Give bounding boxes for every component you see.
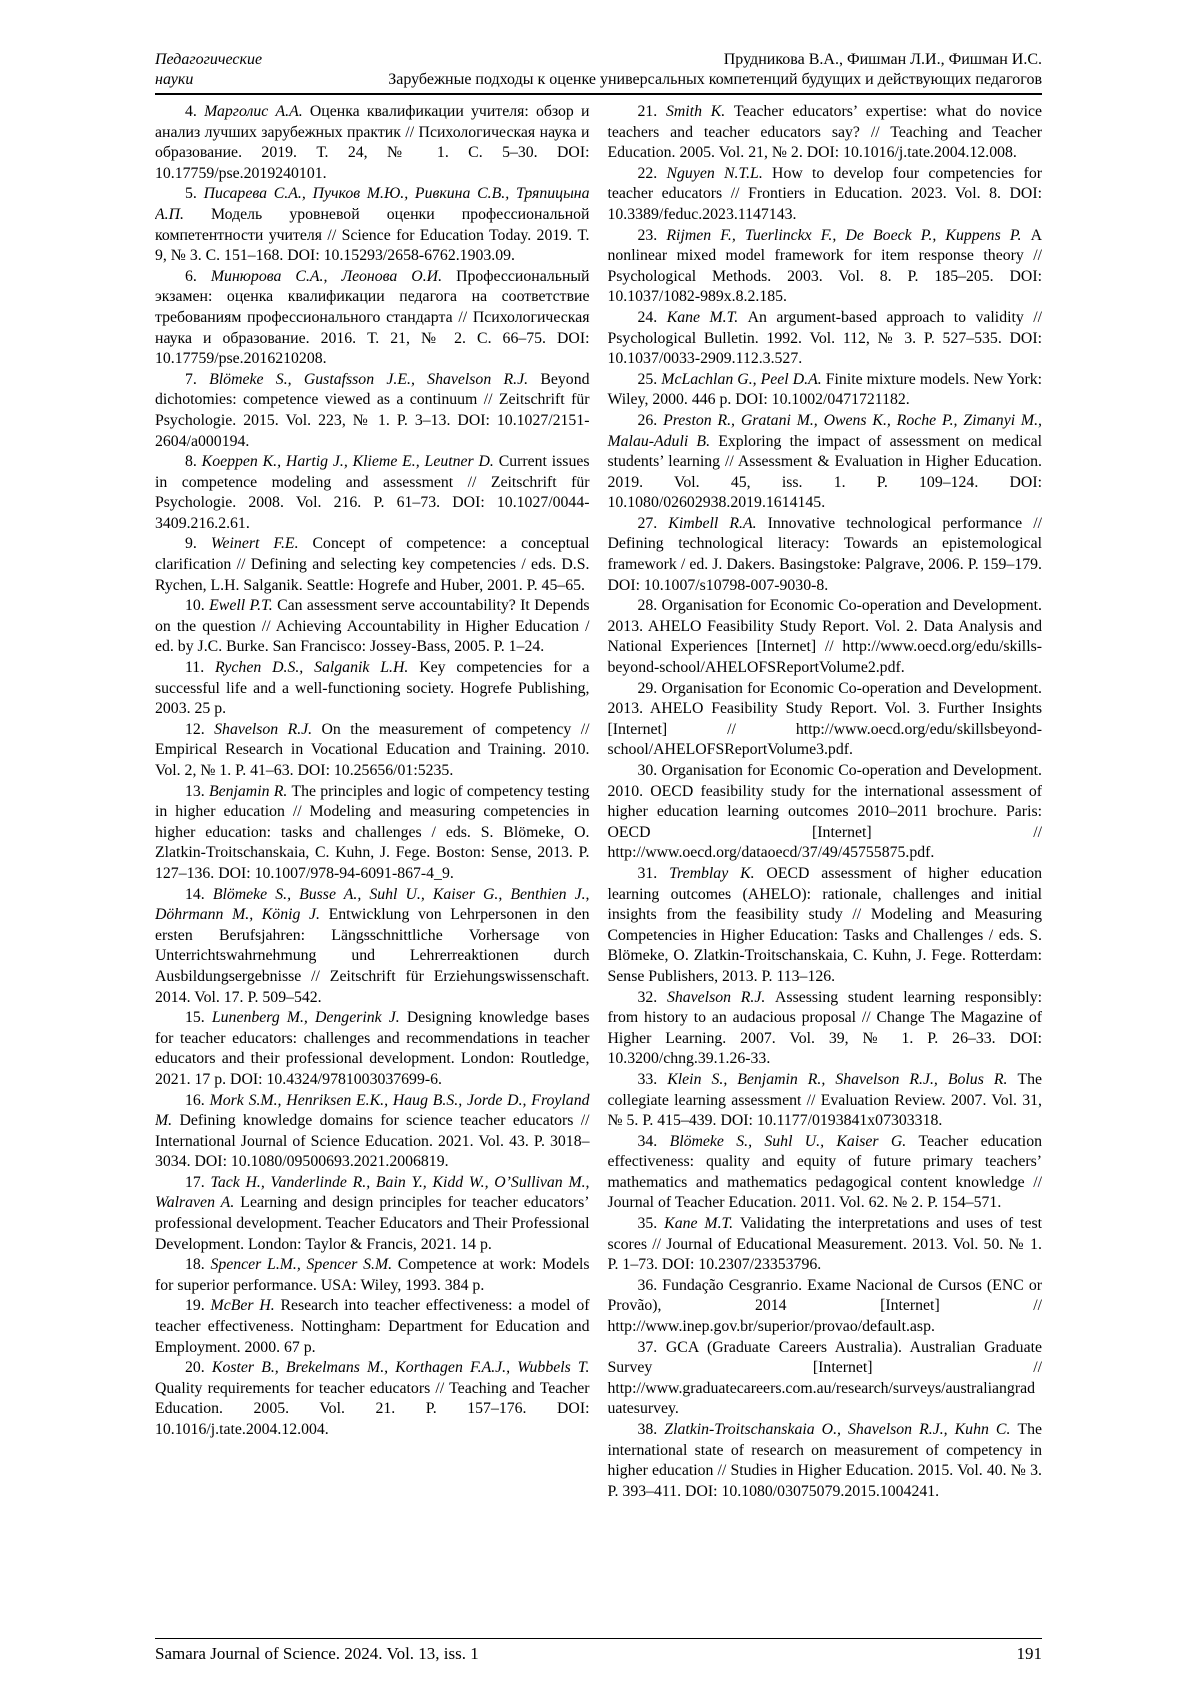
reference-authors: Nguyen N.T.L. <box>666 164 773 182</box>
reference-item <box>155 1008 590 1090</box>
reference-number: 32. <box>637 988 667 1006</box>
reference-item <box>155 1296 590 1358</box>
references-right-column <box>608 102 1043 1638</box>
reference-text: GCA (Graduate Careers Australia). Australian Graduate Survey [Internet] // http://www.graduatecareers.com.au/research/surveys/australiangraduatesurvey. <box>607 1338 1042 1418</box>
running-head <box>262 50 1042 90</box>
reference-item <box>608 1420 1043 1502</box>
section-line1: Педагогические <box>155 51 263 68</box>
reference-item <box>608 164 1043 226</box>
reference-number: 28. <box>637 597 662 615</box>
reference-authors: Mork S.M., Henriksen E.K., Haug B.S., Jorde D., Froyland M. <box>155 1091 590 1130</box>
reference-text: Teacher education effectiveness: quality and equity of future primary teachers’ mathematics and mathematics pedagogical content knowledge // Journal of Teacher Education. 2011. Vol. 62. № 2. P. 154–571. <box>607 1132 1042 1212</box>
reference-text: Teacher educators’ expertise: what do novice teachers and teacher educators say? // Teaching and Teacher Education. 2005. Vol. 21, № 2. DOI: 10.1016/j.tate.2004.12.008. <box>607 103 1042 162</box>
reference-number: 4. <box>185 103 205 120</box>
reference-number: 22. <box>637 164 667 182</box>
reference-text: Designing knowledge bases for teacher educators: challenges and recommendations in teacher educators and their professional development. London: Routledge, 2021. 17 p. DOI: 10.4324/9781003037699-6. <box>155 1009 590 1088</box>
reference-number: 38. <box>637 1421 665 1438</box>
reference-number: 19. <box>185 1297 211 1315</box>
reference-text: Current issues in competence modeling and assessment // Zeitschrift für Psychologie. 2008. Vol. 216. P. 61–73. DOI: 10.1027/0044-3409.216.2.61. <box>155 453 590 532</box>
reference-item <box>155 720 590 782</box>
reference-text: Research into teacher effectiveness: a model of teacher effectiveness. Nottingham: Department for Education and Employment. 2000. 67 p. <box>155 1297 590 1356</box>
reference-text: How to develop four competencies for teacher educators // Frontiers in Education. 2023. Vol. 8. DOI: 10.3389/feduc.2023.1147143. <box>607 164 1042 223</box>
reference-authors: Kane M.T. <box>666 308 748 326</box>
reference-number: 6. <box>185 267 211 285</box>
reference-item <box>608 370 1043 411</box>
reference-text: Fundação Cesgranrio. Exame Nacional de Cursos (ENC or Provão), 2014 [Internet] // http://www.inep.gov.br/superior/provao/default.asp. <box>607 1276 1042 1336</box>
page-header <box>155 50 1042 90</box>
reference-item <box>608 679 1043 761</box>
reference-item <box>155 370 590 452</box>
reference-number: 25. <box>637 370 662 388</box>
reference-number: 24. <box>637 308 667 326</box>
reference-authors: Zlatkin-Troitschanskaia O., Shavelson R.J., Kuhn C. <box>664 1421 1018 1438</box>
reference-text: Entwicklung von Lehrpersonen in den ersten Berufsjahren: Längsschnittliche Vorhersage von Unterrichtswahrnehmung und Lehrerreaktionen durch Ausbildungsergebnisse // Zeitschrift für Erziehungswissenschaft. 2014. Vol. 17. P. 509–542. <box>155 906 590 1006</box>
reference-authors: Писарева С.А., Пучков М.Ю., Ривкина С.В., Тряпицына А.П. <box>155 185 590 223</box>
reference-text: The international state of research on measurement of competency in higher education // Studies in Higher Education. 2015. Vol. 40. № 3. P. 393–411. DOI: 10.1080/03075079.2015.1004241. <box>607 1421 1042 1500</box>
reference-authors: Ewell P.T. <box>209 597 278 615</box>
reference-item <box>608 411 1043 514</box>
reference-text: Beyond dichotomies: competence viewed as a continuum // Zeitschrift für Psychologie. 2015. Vol. 223, № 1. P. 3–13. DOI: 10.1027/2151-2604/a000194. <box>155 370 590 450</box>
reference-number: 29. <box>637 679 662 697</box>
reference-item <box>155 782 590 885</box>
reference-number: 10. <box>185 597 210 615</box>
reference-authors: Kimbell R.A. <box>668 514 768 532</box>
reference-number: 15. <box>185 1009 212 1027</box>
reference-number: 7. <box>185 370 210 388</box>
reference-authors: McBer H. <box>210 1297 281 1315</box>
reference-number: 11. <box>185 659 216 677</box>
reference-item <box>155 1358 590 1440</box>
journal-line: Samara Journal of Science. 2024. Vol. 13, iss. 1 <box>155 1644 479 1663</box>
reference-number: 12. <box>185 720 215 738</box>
reference-number: 23. <box>637 226 667 244</box>
reference-authors: Spencer L.M., Spencer S.M. <box>210 1256 398 1274</box>
reference-item <box>155 1255 590 1296</box>
reference-item <box>608 761 1043 864</box>
reference-authors: Rychen D.S., Salganik L.H. <box>215 659 420 677</box>
reference-text: Оценка квалификации учителя: обзор и анализ лучших зарубежных практик // Психологическая наука и образование. 2019. Т. 24, № 1. С. 5–30. DOI: 10.17759/pse.2019240101. <box>155 103 590 182</box>
reference-number: 37. <box>637 1338 666 1356</box>
page-footer <box>155 1639 1042 1665</box>
reference-number: 36. <box>637 1276 663 1294</box>
reference-text: Competence at work: Models for superior performance. USA: Wiley, 1993. 384 p. <box>155 1256 590 1294</box>
reference-item <box>608 988 1043 1070</box>
reference-authors: Rijmen F., Tuerlinckx F., De Boeck P., Kuppens P. <box>666 226 1031 244</box>
reference-item <box>155 885 590 1009</box>
reference-authors: Shavelson R.J. <box>666 988 776 1006</box>
reference-text: The collegiate learning assessment // Evaluation Review. 2007. Vol. 31, № 5. P. 415–439. DOI: 10.1177/0193841x07303318. <box>607 1070 1042 1130</box>
reference-authors: Koster B., Brekelmans M., Korthagen F.A.J., Wubbels T. <box>211 1359 590 1377</box>
reference-item <box>608 1276 1043 1338</box>
section-line2: науки <box>155 71 194 88</box>
reference-number: 31. <box>637 864 670 882</box>
reference-number: 20. <box>185 1359 212 1377</box>
reference-authors: Weinert F.E. <box>210 535 313 553</box>
section-heading <box>155 50 262 90</box>
reference-authors: Blömeke S., Busse A., Suhl U., Kaiser G., Benthien J., Döhrmann M., König J. <box>155 885 590 924</box>
reference-number: 13. <box>185 782 209 800</box>
reference-text: Learning and design principles for teacher educators’ professional development. Teacher Educators and Their Professional Development. London: Taylor & Francis, 2021. 14 p. <box>155 1194 590 1253</box>
reference-item <box>155 534 590 596</box>
reference-text: An argument-based approach to validity // Psychological Bulletin. 1992. Vol. 112, № 3. P. 527–535. DOI: 10.1037/0033-2909.112.3.527. <box>607 308 1042 368</box>
reference-authors: Минюрова С.А., Леонова О.И. <box>210 267 457 285</box>
references-left-column <box>155 102 590 1638</box>
reference-item <box>608 1214 1043 1276</box>
reference-item <box>155 658 590 720</box>
reference-item <box>608 514 1043 596</box>
reference-item <box>608 1070 1043 1132</box>
reference-authors: Lunenberg M., Dengerink J. <box>211 1009 407 1027</box>
authors-line: Прудникова В.А., Фишман Л.И., Фишман И.С. <box>723 51 1042 68</box>
reference-item <box>155 267 590 370</box>
reference-item <box>155 1091 590 1173</box>
reference-text: Can assessment serve accountability? It Depends on the question // Achieving Accountability in Higher Education / ed. by J.C. Burke. San Francisco: Jossey-Bass, 2005. P. 1–24. <box>155 597 590 656</box>
reference-text: Профессиональный экзамен: оценка квалификации педагога на соответствие требованиям профессионального стандарта // Психологическая наука и образование. 2016. Т. 21, № 2. С. 66–75. DOI: 10.17759/pse.2016210208. <box>155 267 590 368</box>
reference-item <box>608 102 1043 164</box>
reference-authors: Preston R., Gratani M., Owens K., Roche P., Zimanyi M., Malau-Aduli B. <box>607 411 1042 450</box>
reference-text: Organisation for Economic Co-operation and Development. 2013. AHELO Feasibility Study Report. Vol. 2. Data Analysis and National Experiences [Internet] // http://www.oecd.org/edu/skills-beyond-school/AHELOFSReportVolume2.pdf. <box>607 597 1042 677</box>
reference-authors: Blömeke S., Gustafsson J.E., Shavelson R.J. <box>209 370 541 388</box>
reference-number: 33. <box>637 1070 668 1088</box>
reference-item <box>608 226 1043 308</box>
reference-number: 14. <box>185 885 213 903</box>
reference-number: 16. <box>185 1091 210 1109</box>
reference-item <box>608 1338 1043 1420</box>
reference-number: 35. <box>637 1215 665 1233</box>
reference-text: Innovative technological performance // Defining technological literacy: Towards an epistemological framework / ed. J. Dakers. Basingstoke: Palgrave, 2006. P. 159–179. DOI: 10.1007/s10798-007-9030-8. <box>607 514 1042 594</box>
reference-authors: Shavelson R.J. <box>214 720 322 738</box>
reference-authors: Марголис А.А. <box>204 103 310 120</box>
reference-number: 34. <box>637 1132 670 1150</box>
reference-number: 5. <box>185 185 204 203</box>
reference-item <box>608 308 1043 370</box>
reference-authors: Koeppen K., Hartig J., Klieme E., Leutner D. <box>201 453 499 471</box>
reference-authors: Tack H., Vanderlinde R., Bain Y., Kidd W., O’Sullivan M., Walraven A. <box>155 1173 590 1212</box>
reference-item <box>155 184 590 266</box>
reference-text: Assessing student learning responsibly: from history to an audacious proposal // Change The Magazine of Higher Learning. 2007. Vol. 39, № 1. P. 26–33. DOI: 10.3200/chng.39.1.26-33. <box>607 988 1042 1068</box>
reference-text: Validating the interpretations and uses of test scores // Journal of Educational Measurement. 2013. Vol. 50. № 1. P. 1–73. DOI: 10.2307/23353796. <box>607 1215 1042 1274</box>
reference-text: Organisation for Economic Co-operation and Development. 2013. AHELO Feasibility Study Report. Vol. 3. Further Insights [Internet] // http://www.oecd.org/edu/skillsbeyond-school/AHELOFSReportVolume3.pdf. <box>607 679 1042 759</box>
reference-number: 21. <box>637 103 666 120</box>
reference-number: 18. <box>185 1256 211 1274</box>
reference-text: On the measurement of competency // Empirical Research in Vocational Education and Training. 2010. Vol. 2, № 1. P. 41–63. DOI: 10.25656/01:5235. <box>155 720 590 779</box>
reference-text: Organisation for Economic Co-operation and Development. 2010. OECD feasibility study for the international assessment of higher education learning outcomes 2010–2011 brochure. Paris: OECD [Internet] // http://www.oecd.org/dataoecd/37/49/45755875.pdf. <box>607 762 1042 862</box>
reference-text: Concept of competence: a conceptual clarification // Defining and selecting key competencies / eds. D.S. Rychen, L.H. Salganik. Seattle: Hogrefe and Huber, 2001. P. 45–65. <box>155 535 590 594</box>
reference-authors: Klein S., Benjamin R., Shavelson R.J., Bolus R. <box>667 1070 1018 1088</box>
reference-text: The principles and logic of competency testing in higher education // Modeling and measuring competencies in higher education: tasks and challenges / eds. S. Blömeke, O. Zlatkin-Troitschanskaia, C. Kuhn, J. Fege. Boston: Sense, 2013. P. 127–136. DOI: 10.1007/978-94-6091-867-4_9. <box>155 782 590 882</box>
reference-item <box>155 1173 590 1255</box>
reference-number: 17. <box>185 1173 211 1191</box>
reference-text: Defining knowledge domains for science teacher educators // International Journal of Science Education. 2021. Vol. 43. P. 3018–3034. DOI: 10.1080/09500693.2021.2006819. <box>155 1112 590 1171</box>
reference-item <box>155 596 590 658</box>
reference-item <box>608 864 1043 988</box>
reference-text: Key competencies for a successful life and a well-functioning society. Hogrefe Publishing, 2003. 25 p. <box>155 659 590 718</box>
reference-item <box>608 596 1043 678</box>
reference-number: 9. <box>185 535 211 553</box>
references-section <box>155 102 1042 1638</box>
reference-authors: Smith K. <box>665 103 734 120</box>
reference-text: Модель уровневой оценки профессиональной компетентности учителя // Science for Education Today. 2019. Т. 9, № 3. С. 151–168. DOI: 10.15293/2658-6762.1903.09. <box>155 205 590 265</box>
reference-text: A nonlinear mixed model framework for item response theory // Psychological Methods. 2003. Vol. 8. P. 185–205. DOI: 10.1037/1082-989x.8.2.185. <box>607 226 1042 306</box>
header-rule <box>155 93 1042 95</box>
reference-item <box>608 1132 1043 1214</box>
reference-number: 30. <box>637 762 662 779</box>
reference-authors: McLachlan G., Peel D.A. <box>661 370 826 388</box>
reference-authors: Blömeke S., Suhl U., Kaiser G. <box>669 1132 919 1150</box>
reference-number: 26. <box>637 411 664 429</box>
reference-authors: Tremblay K. <box>669 864 767 882</box>
reference-text: OECD assessment of higher education learning outcomes (AHELO): rationale, challenges and initial insights from the feasibility study // Modeling and Measuring Competencies in Higher Education: Tasks and Challenges / eds. S. Blömeke, O. Zlatkin-Troitschanskaia, C. Kuhn, J. Fege. Rotterdam: Sense Publishers, 2013. P. 113–126. <box>607 864 1042 985</box>
article-title: Зарубежные подходы к оценке универсальных компетенций будущих и действующих педагогов <box>388 71 1042 88</box>
reference-text: Finite mixture models. New York: Wiley, 2000. 446 p. DOI: 10.1002/0471721182. <box>607 370 1042 409</box>
reference-number: 8. <box>185 453 202 471</box>
reference-number: 27. <box>637 514 669 532</box>
reference-item <box>155 452 590 534</box>
reference-text: Quality requirements for teacher educators // Teaching and Teacher Education. 2005. Vol. 21. P. 157–176. DOI: 10.1016/j.tate.2004.12.004. <box>155 1379 590 1438</box>
reference-text: Exploring the impact of assessment on medical students’ learning // Assessment & Evaluation in Higher Education. 2019. Vol. 45, iss. 1. P. 109–124. DOI: 10.1080/02602938.2019.1614145. <box>607 432 1042 512</box>
reference-authors: Benjamin R. <box>208 782 292 800</box>
page-number: 191 <box>1016 1644 1042 1663</box>
reference-item <box>155 102 590 184</box>
reference-authors: Kane M.T. <box>664 1215 740 1233</box>
